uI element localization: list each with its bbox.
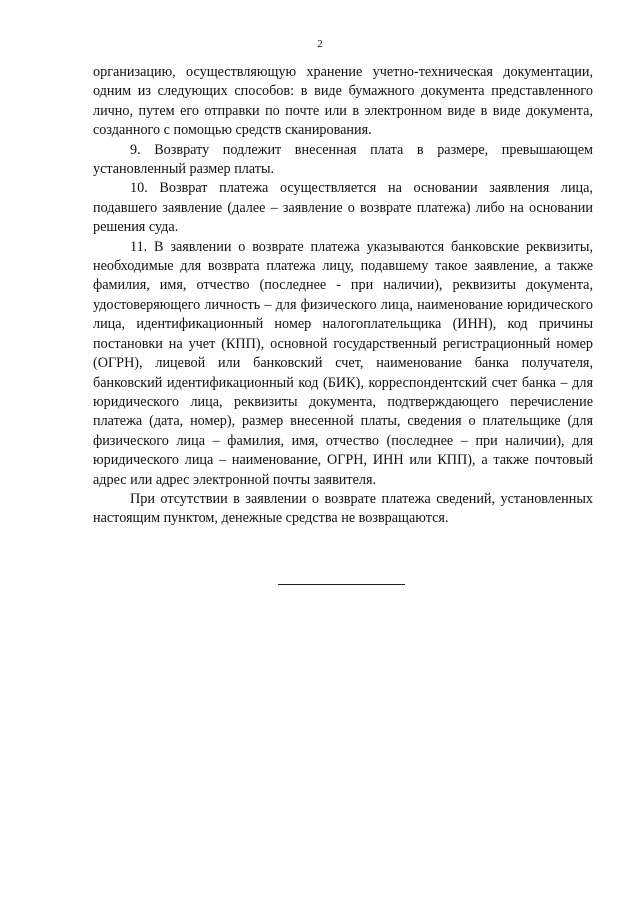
document-body <box>93 63 593 529</box>
paragraph-item-11-note: При отсутствии в заявлении о возврате платежа сведений, установленных настоящим пунктом, денежные средства не возвращаются. <box>93 490 593 527</box>
page-number: 2 <box>317 38 323 50</box>
end-of-document-rule <box>278 584 405 585</box>
paragraph-continuation: организацию, осуществляющую хранение учетно-техническая документации, одним из следующих способов: в виде бумажного документа представленного лично, путем его отправки по почте или в электронном виде в виде документа, созданного с помощью средств сканирования. <box>93 64 593 139</box>
paragraph-item-10: 10. Возврат платежа осуществляется на основании заявления лица, подавшего заявление (далее – заявление о возврате платежа) либо на основании решения суда. <box>93 180 593 236</box>
paragraph-item-11: 11. В заявлении о возврате платежа указываются банковские реквизиты, необходимые для возврата платежа лицу, подавшему такое заявление, а также фамилия, имя, отчество (последнее - при наличии), реквизиты документа, удостоверяющего личность – для физического лица, наименование юридического лица, идентификационный номер налогоплательщика (ИНН), код причины постановки на учет (КПП), основной государственный регистрационный номер (ОГРН), лицевой или банковский счет, наименование банка получателя, банковский идентификационный код (БИК), корреспондентский счет банка – для юридического лица, реквизиты документа, подтверждающего перечисление платежа (дата, номер), размер внесенной платы, сведения о плательщике (для физического лица – фамилия, имя, отчество (последнее – при наличии), для юридического лица – наименование, ОГРН, ИНН или КПП), а также почтовый адрес или адрес электронной почты заявителя. <box>93 238 593 488</box>
paragraph-item-9: 9. Возврату подлежит внесенная плата в размере, превышающем установленный размер платы. <box>93 141 593 178</box>
